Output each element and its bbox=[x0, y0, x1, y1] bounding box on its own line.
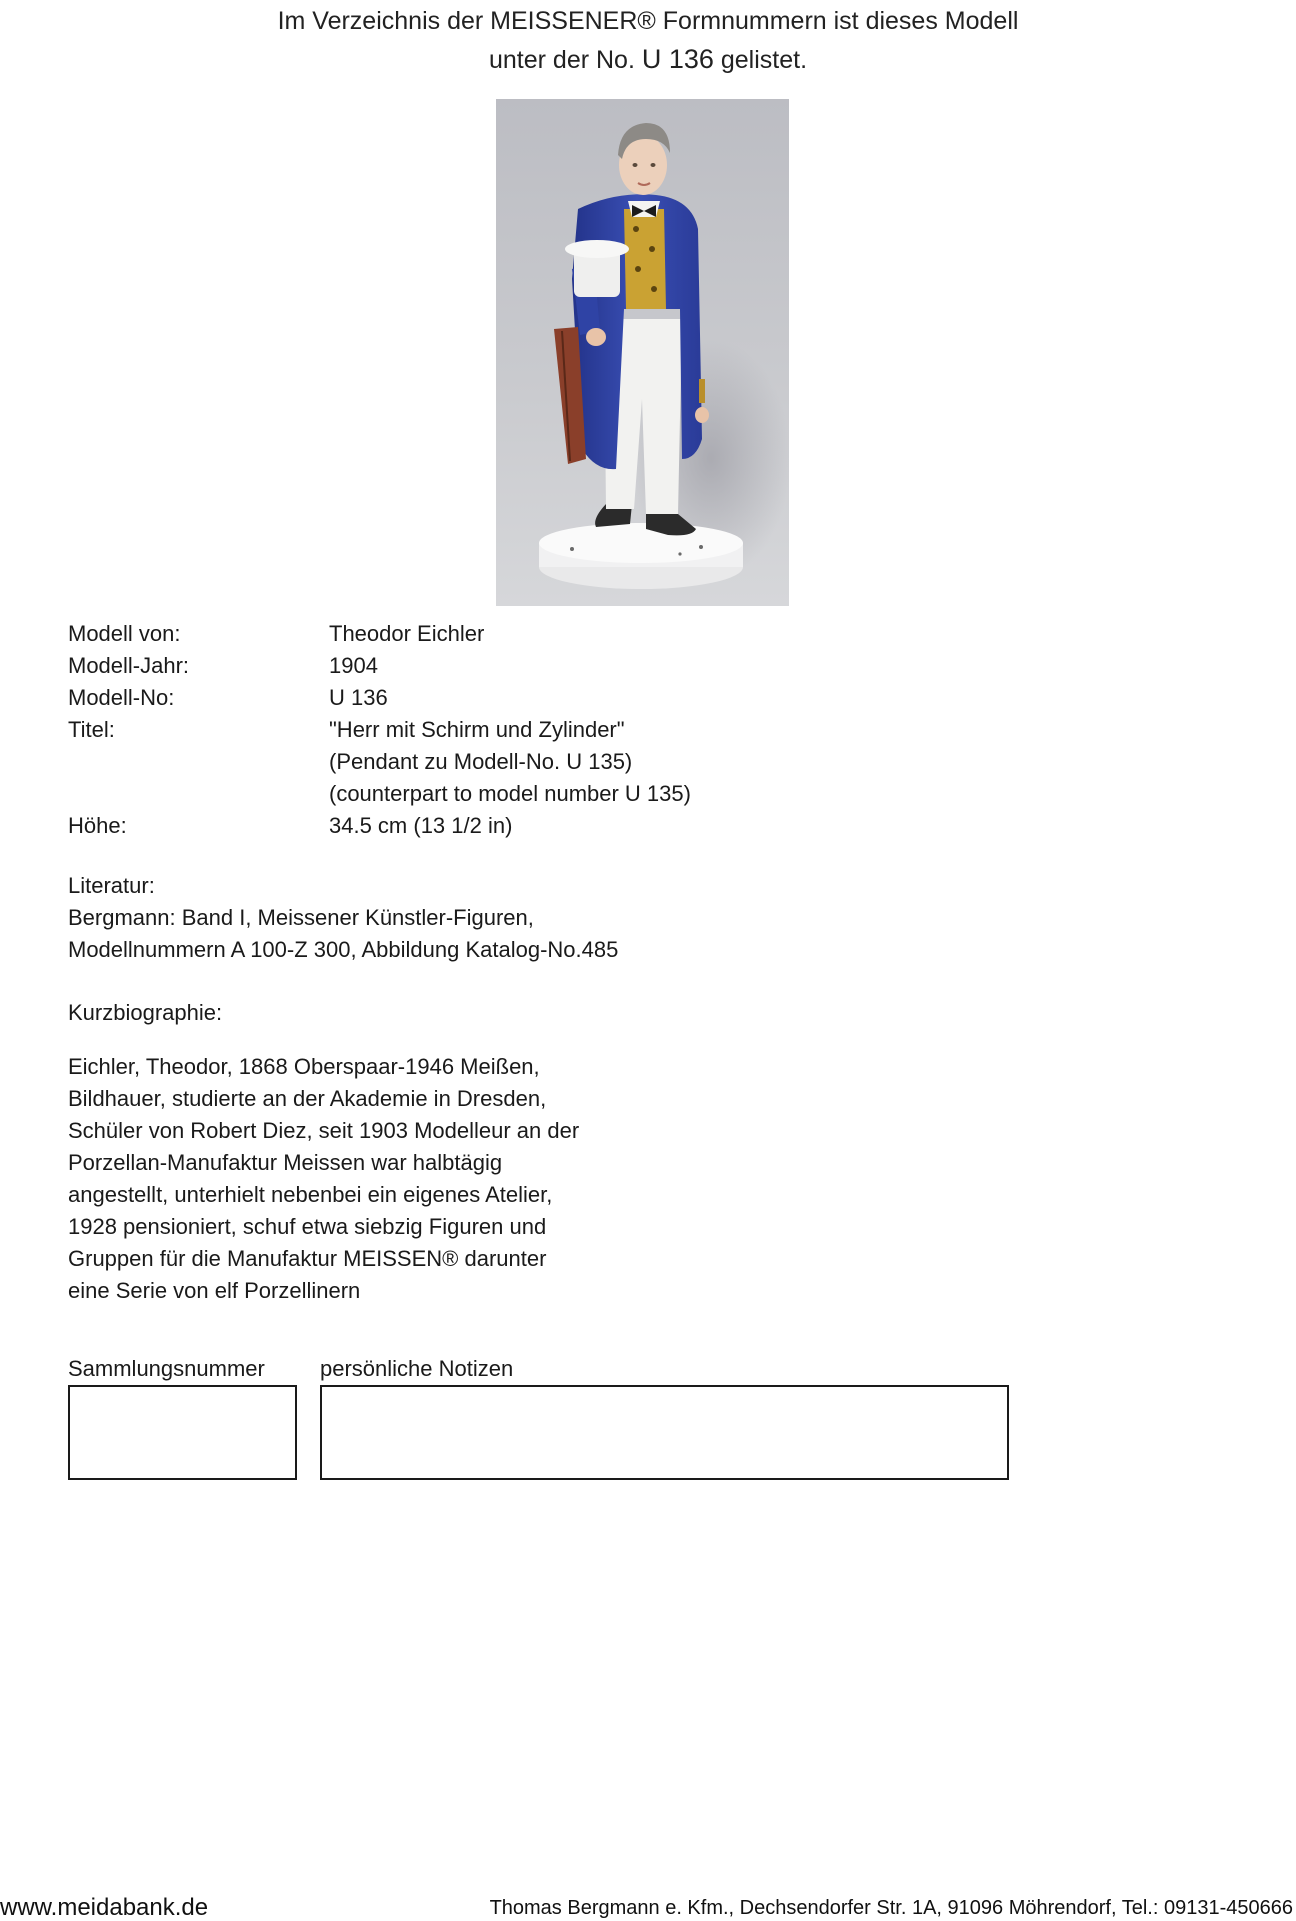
detail-row-modell-von bbox=[68, 618, 691, 650]
detail-row-titel bbox=[68, 714, 691, 746]
header-line-2 bbox=[0, 40, 1296, 79]
footer-website: www.meidabank.de bbox=[0, 1894, 209, 1921]
detail-row-titel-pendant bbox=[68, 746, 691, 778]
detail-value: "Herr mit Schirm und Zylinder" bbox=[329, 717, 625, 742]
bio-line: eine Serie von elf Porzellinern bbox=[68, 1278, 361, 1303]
detail-row-modell-no bbox=[68, 682, 691, 714]
header-line-2-prefix: unter der No. bbox=[488, 46, 642, 74]
detail-label: Modell-No: bbox=[68, 685, 175, 710]
detail-value: 34.5 cm (13 1/2 in) bbox=[329, 813, 513, 838]
detail-value: (Pendant zu Modell-No. U 135) bbox=[329, 749, 633, 774]
detail-row-titel-counterpart bbox=[68, 778, 691, 810]
figure-photo bbox=[496, 99, 789, 606]
detail-value: U 136 bbox=[329, 685, 388, 710]
header-model-number: U 136 bbox=[641, 44, 714, 74]
detail-label bbox=[68, 746, 329, 778]
bio-line: angestellt, unterhielt nebenbei ein eigenes Atelier, bbox=[68, 1182, 553, 1207]
header-line-2-suffix: gelistet. bbox=[713, 46, 808, 74]
page-header bbox=[0, 2, 1296, 79]
detail-label: Titel: bbox=[68, 717, 115, 742]
literatur-section bbox=[68, 870, 618, 966]
literatur-heading: Literatur: bbox=[68, 873, 155, 898]
notizen-label: persönliche Notizen bbox=[320, 1356, 514, 1381]
notizen-field[interactable] bbox=[320, 1385, 1009, 1480]
bio-line: 1928 pensioniert, schuf etwa siebzig Figuren und bbox=[68, 1214, 547, 1239]
detail-label: Modell von: bbox=[68, 621, 181, 646]
detail-row-modell-jahr bbox=[68, 650, 691, 682]
footer-address: Thomas Bergmann e. Kfm., Dechsendorfer Str. 1A, 91096 Möhrendorf, Tel.: 09131-450666 bbox=[489, 1897, 1293, 1919]
kurzbiographie-text bbox=[68, 1051, 579, 1307]
kurzbiographie-heading: Kurzbiographie: bbox=[68, 1000, 223, 1025]
detail-label: Höhe: bbox=[68, 813, 127, 838]
detail-value: Theodor Eichler bbox=[329, 621, 485, 646]
bio-line: Schüler von Robert Diez, seit 1903 Modelleur an der bbox=[68, 1118, 580, 1143]
bio-line: Gruppen für die Manufaktur MEISSEN® darunter bbox=[68, 1246, 547, 1271]
detail-value: 1904 bbox=[329, 653, 378, 678]
detail-row-hoehe bbox=[68, 810, 691, 842]
bio-line: Porzellan-Manufaktur Meissen war halbtägig bbox=[68, 1150, 503, 1175]
bio-line: Bildhauer, studierte an der Akademie in Dresden, bbox=[68, 1086, 547, 1111]
detail-label: Modell-Jahr: bbox=[68, 653, 190, 678]
header-line-1: Im Verzeichnis der MEISSENER® Formnummern ist dieses Modell bbox=[277, 7, 1019, 35]
model-details bbox=[68, 618, 691, 842]
detail-label bbox=[68, 778, 329, 810]
sammlungsnummer-label: Sammlungsnummer bbox=[68, 1356, 265, 1381]
porcelain-figure-illustration bbox=[496, 99, 789, 606]
sammlungsnummer-field[interactable] bbox=[68, 1385, 297, 1480]
literatur-line: Bergmann: Band I, Meissener Künstler-Figuren, bbox=[68, 905, 534, 930]
literatur-line: Modellnummern A 100-Z 300, Abbildung Katalog-No.485 bbox=[68, 937, 619, 962]
detail-value: (counterpart to model number U 135) bbox=[329, 781, 691, 806]
bio-line: Eichler, Theodor, 1868 Oberspaar-1946 Meißen, bbox=[68, 1054, 540, 1079]
